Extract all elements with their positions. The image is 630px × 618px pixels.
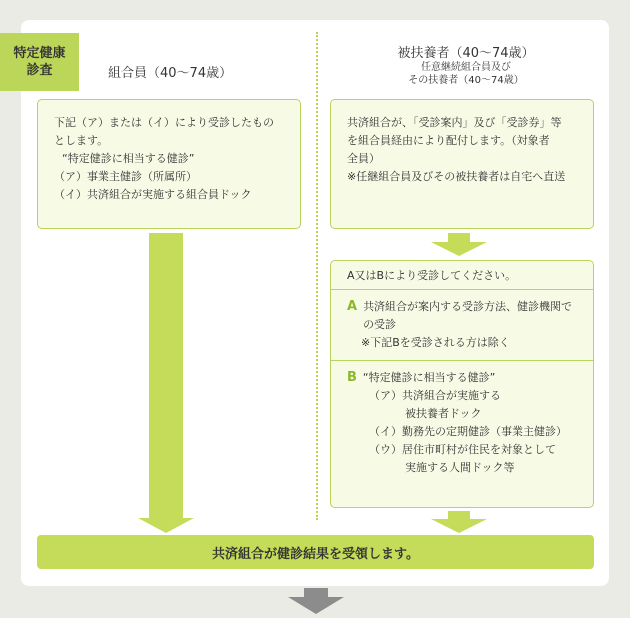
tag-line-1: 特定健康: [13, 46, 66, 61]
option-b-item-3a: （ウ）居住市町村が住民を対象として: [369, 443, 556, 456]
tag-line-2: 診査: [26, 63, 53, 78]
right-heading-sub-2: その扶養者（40～74歳）: [408, 75, 524, 86]
section-tag: [0, 33, 79, 91]
option-b-item-1b: 被扶養者ドック: [405, 407, 482, 420]
option-b-item-1a: （ア）共済組合が実施する: [369, 389, 501, 402]
result-banner: 共済組合が健診結果を受領します。: [37, 535, 594, 569]
column-divider: [316, 32, 318, 520]
dependent-text-2: を組合員経由により配付します。（対象者: [347, 134, 550, 147]
member-text-1: 下記（ア）または（イ）により受診したもの: [54, 116, 274, 129]
member-text-3: “特定健診に相当する健診”: [62, 152, 195, 165]
option-b-letter: B: [347, 370, 357, 385]
member-text-4: （ア）事業主健診（所属所）: [54, 170, 197, 183]
option-b-item-3b: 実施する人間ドック等: [405, 461, 515, 474]
option-b: [331, 361, 593, 477]
bottom-gray-arrow: [288, 588, 344, 614]
dependent-options-box: [330, 260, 594, 508]
option-a-text: 共済組合が案内する受診方法、健診機関での受診: [363, 300, 573, 331]
right-heading-main: 被扶養者（40～74歳）: [397, 46, 535, 61]
member-box: [37, 99, 301, 229]
right-column-heading: [316, 42, 616, 87]
dependent-text-3: 全員）: [347, 152, 380, 165]
member-text-5: （イ）共済組合が実施する組合員ドック: [54, 188, 252, 201]
option-b-title: “特定健診に相当する健診”: [362, 371, 496, 384]
option-a-note: ※下記Bを受診される方は除く: [361, 336, 510, 349]
option-b-item-2: （イ）勤務先の定期健診（事業主健診）: [369, 425, 567, 438]
dependent-notice-box: [330, 99, 594, 229]
right-heading-sub-1: 任意継続組合員及び: [421, 62, 511, 73]
dependent-note: ※任継組合員及びその被扶養者は自宅へ直送: [347, 170, 566, 183]
option-a-letter: A: [347, 299, 358, 314]
options-intro: A又はBにより受診してください。: [331, 261, 593, 290]
left-column-heading: 組合員（40～74歳）: [108, 66, 233, 81]
dependent-text-1: 共済組合が、「受診案内」及び「受診券」等: [347, 116, 562, 129]
member-text-2: とします。: [54, 134, 109, 147]
option-a: [331, 290, 593, 361]
